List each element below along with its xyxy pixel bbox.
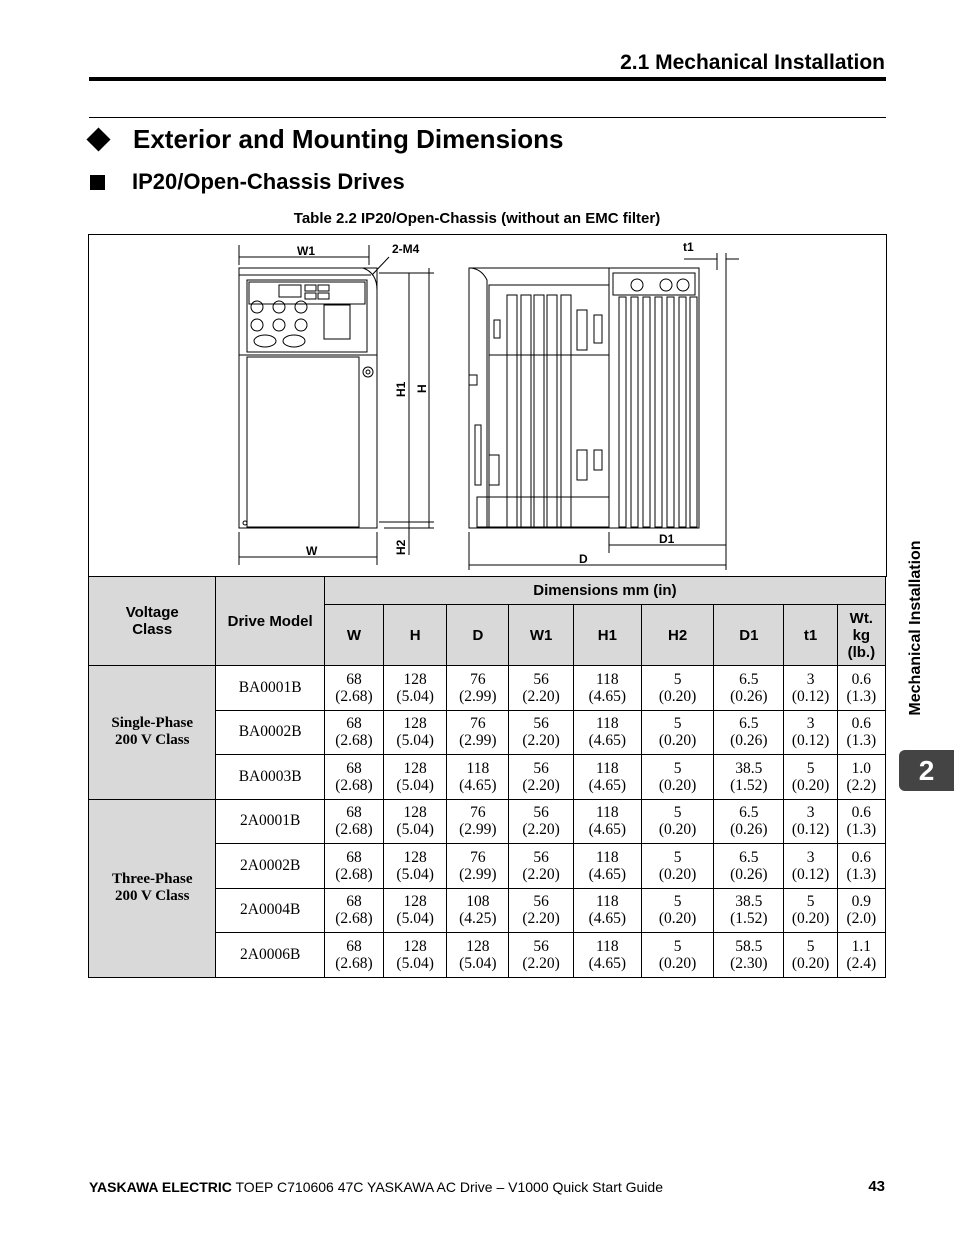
dimension-value-cell	[837, 933, 885, 978]
dimension-header: D1	[714, 605, 784, 666]
heading	[86, 124, 563, 155]
value-mm: 5	[673, 759, 682, 777]
value-mm: 6.5	[739, 848, 759, 866]
value-in: (5.04)	[459, 954, 497, 972]
dimension-value-cell	[641, 666, 713, 711]
value-in: (2.30)	[730, 954, 768, 972]
value-mm: 5	[673, 893, 682, 911]
dimension-value-cell	[784, 710, 837, 755]
w-label: W	[306, 544, 318, 558]
value-mm: 3	[806, 715, 815, 733]
value-in: (0.26)	[730, 732, 768, 750]
dimension-header: H2	[641, 605, 713, 666]
value-in: (0.20)	[791, 910, 830, 928]
table-row	[89, 666, 886, 711]
dimension-value-cell	[384, 755, 447, 800]
value-mm: 56	[533, 670, 549, 688]
value-in: (0.20)	[791, 954, 830, 972]
value-in: (0.12)	[791, 821, 830, 839]
value-mm: 6.5	[739, 670, 759, 688]
voltage-class-header: Voltage Class	[89, 577, 216, 666]
dimension-value-cell	[509, 888, 573, 933]
dimension-value-cell	[837, 666, 885, 711]
dimension-value-cell	[641, 888, 713, 933]
value-in: (0.20)	[658, 687, 697, 705]
value-in: (5.04)	[396, 687, 434, 705]
dimension-value-cell	[384, 933, 447, 978]
value-mm: 0.9	[851, 893, 872, 911]
dimension-value-cell	[324, 799, 383, 844]
drive-drawing	[89, 235, 886, 577]
d-label: D	[579, 552, 588, 566]
value-in: (0.26)	[730, 865, 768, 883]
dimension-value-cell	[714, 755, 784, 800]
value-in: (0.20)	[658, 821, 697, 839]
value-mm: 118	[596, 759, 619, 777]
dimension-value-cell	[784, 666, 837, 711]
dimension-value-cell	[573, 755, 641, 800]
value-mm: 118	[596, 715, 619, 733]
value-mm: 1.0	[851, 759, 872, 777]
value-mm: 128	[403, 893, 427, 911]
dimension-value-cell	[573, 799, 641, 844]
dimension-value-cell	[641, 710, 713, 755]
value-mm: 118	[596, 670, 619, 688]
dimension-value-cell	[573, 666, 641, 711]
value-in: (2.20)	[522, 687, 560, 705]
value-in: (2.68)	[335, 776, 373, 794]
dimension-value-cell	[384, 844, 447, 889]
dimension-value-cell	[509, 666, 573, 711]
dimension-value-cell	[641, 799, 713, 844]
table-caption: Table 2.2 IP20/Open-Chassis (without an EMC filter)	[293, 210, 661, 227]
value-mm: 68	[346, 715, 362, 733]
value-in: (2.20)	[522, 732, 560, 750]
t1-label: t1	[683, 240, 694, 254]
dimension-value-cell	[573, 888, 641, 933]
value-in: (4.65)	[588, 687, 627, 705]
dimension-value-cell	[509, 710, 573, 755]
value-mm: 5	[673, 804, 682, 822]
drive-model-cell: BA0003B	[216, 755, 324, 800]
dimension-header: t1	[784, 605, 837, 666]
value-mm: 3	[806, 804, 815, 822]
value-in: (2.99)	[459, 821, 497, 839]
value-in: (2.99)	[459, 732, 497, 750]
dimension-value-cell	[714, 933, 784, 978]
value-in: (5.04)	[396, 732, 434, 750]
value-in: (0.20)	[658, 865, 697, 883]
value-mm: 56	[533, 893, 549, 911]
value-mm: 56	[533, 848, 549, 866]
dimension-value-cell	[837, 710, 885, 755]
dimension-header: H1	[573, 605, 641, 666]
dimension-header: H	[384, 605, 447, 666]
dimension-value-cell	[784, 755, 837, 800]
value-in: (2.68)	[335, 910, 373, 928]
value-mm: 5	[673, 848, 682, 866]
dimension-value-cell	[447, 933, 509, 978]
dimension-value-cell	[324, 710, 383, 755]
dimension-figure	[88, 234, 887, 577]
value-mm: 76	[470, 804, 486, 822]
value-in: (2.99)	[459, 687, 497, 705]
value-in: (1.3)	[846, 821, 877, 839]
value-in: (0.20)	[791, 776, 830, 794]
value-mm: 128	[403, 848, 427, 866]
value-mm: 5	[806, 893, 815, 911]
dimension-value-cell	[509, 933, 573, 978]
value-in: (2.68)	[335, 821, 373, 839]
value-mm: 3	[806, 670, 815, 688]
dimension-value-cell	[784, 933, 837, 978]
dimension-value-cell	[573, 710, 641, 755]
value-mm: 128	[403, 759, 427, 777]
dimension-value-cell	[837, 844, 885, 889]
value-in: (1.3)	[846, 865, 877, 883]
value-in: (2.4)	[846, 954, 877, 972]
w1-label: W1	[297, 244, 315, 258]
d1-label: D1	[659, 532, 675, 546]
value-mm: 0.6	[851, 715, 872, 733]
dimension-value-cell	[509, 799, 573, 844]
subheading	[89, 169, 405, 195]
value-mm: 5	[673, 670, 682, 688]
value-in: (1.52)	[730, 776, 768, 794]
value-mm: 68	[346, 937, 362, 955]
value-mm: 5	[806, 937, 815, 955]
m4-label: 2-M4	[392, 242, 420, 256]
voltage-class-cell: Three-Phase 200 V Class	[89, 799, 216, 977]
value-mm: 76	[470, 848, 486, 866]
value-in: (2.20)	[522, 821, 560, 839]
value-mm: 56	[533, 759, 549, 777]
dimension-value-cell	[573, 844, 641, 889]
value-in: (0.26)	[730, 821, 768, 839]
dimension-value-cell	[447, 666, 509, 711]
dimension-value-cell	[447, 844, 509, 889]
dimension-value-cell	[641, 844, 713, 889]
dimension-header: Wt. kg (lb.)	[837, 605, 885, 666]
dimension-value-cell	[324, 888, 383, 933]
h-label: H	[415, 384, 429, 393]
value-mm: 68	[346, 848, 362, 866]
value-mm: 118	[596, 937, 619, 955]
value-in: (0.12)	[791, 865, 830, 883]
dimension-value-cell	[573, 933, 641, 978]
subheading-text: IP20/Open-Chassis Drives	[132, 169, 405, 194]
dimension-value-cell	[837, 755, 885, 800]
value-mm: 118	[596, 893, 619, 911]
value-mm: 76	[470, 670, 486, 688]
value-in: (0.12)	[791, 687, 830, 705]
value-in: (2.20)	[522, 910, 560, 928]
square-bullet-icon	[90, 175, 105, 190]
value-in: (0.20)	[658, 910, 697, 928]
dimension-header: W1	[509, 605, 573, 666]
side-tab	[905, 528, 927, 728]
dimension-value-cell	[447, 755, 509, 800]
value-mm: 56	[533, 937, 549, 955]
value-in: (2.68)	[335, 865, 373, 883]
value-in: (5.04)	[396, 776, 434, 794]
value-in: (5.04)	[396, 865, 434, 883]
value-mm: 6.5	[739, 715, 759, 733]
header-rule	[89, 77, 886, 81]
value-in: (2.2)	[846, 776, 877, 794]
dimension-header: D	[447, 605, 509, 666]
value-in: (1.3)	[846, 687, 877, 705]
chapter-tab: 2	[899, 750, 954, 791]
value-in: (5.04)	[396, 910, 434, 928]
dimension-value-cell	[447, 888, 509, 933]
drive-model-cell: 2A0006B	[216, 933, 324, 978]
value-mm: 118	[596, 848, 619, 866]
drive-model-header: Drive Model	[216, 577, 324, 666]
value-in: (0.20)	[658, 732, 697, 750]
dimension-value-cell	[447, 799, 509, 844]
value-in: (0.20)	[658, 954, 697, 972]
value-mm: 38.5	[735, 893, 763, 911]
value-mm: 1.1	[851, 937, 872, 955]
dimension-value-cell	[714, 666, 784, 711]
dimension-value-cell	[324, 755, 383, 800]
section-title: 2.1 Mechanical Installation	[620, 51, 885, 74]
value-in: (4.65)	[588, 821, 627, 839]
dimension-value-cell	[837, 888, 885, 933]
dimension-value-cell	[509, 755, 573, 800]
value-in: (2.68)	[335, 687, 373, 705]
dimension-value-cell	[784, 799, 837, 844]
dimension-value-cell	[324, 844, 383, 889]
value-in: (2.99)	[459, 865, 497, 883]
footer-brand: YASKAWA ELECTRIC	[89, 1179, 232, 1195]
value-mm: 128	[403, 937, 427, 955]
dimensions-group-header: Dimensions mm (in)	[324, 577, 885, 605]
value-mm: 68	[346, 893, 362, 911]
value-in: (2.0)	[846, 910, 877, 928]
value-mm: 128	[466, 937, 490, 955]
value-in: (4.65)	[588, 954, 627, 972]
value-mm: 3	[806, 848, 815, 866]
dimension-value-cell	[714, 888, 784, 933]
value-mm: 68	[346, 804, 362, 822]
value-mm: 5	[673, 715, 682, 733]
dimension-value-cell	[784, 888, 837, 933]
value-mm: 128	[403, 670, 427, 688]
dimension-value-cell	[384, 888, 447, 933]
drive-model-cell: 2A0002B	[216, 844, 324, 889]
value-mm: 56	[533, 804, 549, 822]
side-tab-label: Mechanical Installation	[907, 540, 924, 716]
value-mm: 128	[403, 804, 427, 822]
value-in: (4.65)	[459, 776, 497, 794]
footer-text: TOEP C710606 47C YASKAWA AC Drive – V1000 Quick Start Guide	[231, 1179, 663, 1195]
dimension-value-cell	[641, 933, 713, 978]
value-mm: 5	[806, 759, 815, 777]
value-in: (5.04)	[396, 954, 434, 972]
value-in: (4.25)	[459, 910, 497, 928]
value-in: (4.65)	[588, 732, 627, 750]
page-number: 43	[868, 1178, 885, 1195]
dimension-value-cell	[324, 666, 383, 711]
heading-rule	[89, 117, 886, 118]
voltage-class-cell: Single-Phase 200 V Class	[89, 666, 216, 800]
value-mm: 128	[403, 715, 427, 733]
value-in: (4.65)	[588, 776, 627, 794]
dimension-value-cell	[384, 710, 447, 755]
value-in: (1.52)	[730, 910, 768, 928]
dimension-value-cell	[384, 666, 447, 711]
value-in: (0.26)	[730, 687, 768, 705]
dimensions-table	[88, 576, 886, 978]
value-in: (0.20)	[658, 776, 697, 794]
dimension-value-cell	[837, 799, 885, 844]
value-mm: 118	[466, 759, 490, 777]
dimension-value-cell	[447, 710, 509, 755]
dimension-value-cell	[714, 710, 784, 755]
value-in: (2.20)	[522, 954, 560, 972]
dimension-value-cell	[784, 844, 837, 889]
value-in: (2.68)	[335, 954, 373, 972]
value-mm: 118	[596, 804, 619, 822]
h2-label: H2	[394, 539, 408, 555]
value-mm: 68	[346, 759, 362, 777]
diamond-bullet-icon	[86, 127, 110, 151]
value-mm: 6.5	[739, 804, 759, 822]
value-mm: 5	[673, 937, 682, 955]
dimension-value-cell	[384, 799, 447, 844]
h1-label: H1	[394, 381, 408, 397]
value-in: (4.65)	[588, 865, 627, 883]
value-in: (1.3)	[846, 732, 877, 750]
footer	[89, 1179, 663, 1195]
dimension-value-cell	[641, 755, 713, 800]
value-mm: 0.6	[851, 848, 872, 866]
drive-model-cell: 2A0001B	[216, 799, 324, 844]
value-mm: 108	[466, 893, 490, 911]
value-mm: 0.6	[851, 670, 872, 688]
dimension-value-cell	[714, 844, 784, 889]
value-in: (2.20)	[522, 865, 560, 883]
value-mm: 38.5	[735, 759, 763, 777]
value-mm: 76	[470, 715, 486, 733]
value-in: (2.68)	[335, 732, 373, 750]
dimension-header: W	[324, 605, 383, 666]
value-mm: 0.6	[851, 804, 872, 822]
value-in: (0.12)	[791, 732, 830, 750]
dimension-value-cell	[509, 844, 573, 889]
value-mm: 68	[346, 670, 362, 688]
value-in: (5.04)	[396, 821, 434, 839]
value-in: (2.20)	[522, 776, 560, 794]
drive-model-cell: 2A0004B	[216, 888, 324, 933]
heading-text: Exterior and Mounting Dimensions	[133, 124, 564, 154]
value-mm: 58.5	[735, 937, 763, 955]
dimension-value-cell	[714, 799, 784, 844]
value-mm: 56	[533, 715, 549, 733]
drive-model-cell: BA0002B	[216, 710, 324, 755]
drive-model-cell: BA0001B	[216, 666, 324, 711]
value-in: (4.65)	[588, 910, 627, 928]
dimension-value-cell	[324, 933, 383, 978]
table-row	[89, 799, 886, 844]
